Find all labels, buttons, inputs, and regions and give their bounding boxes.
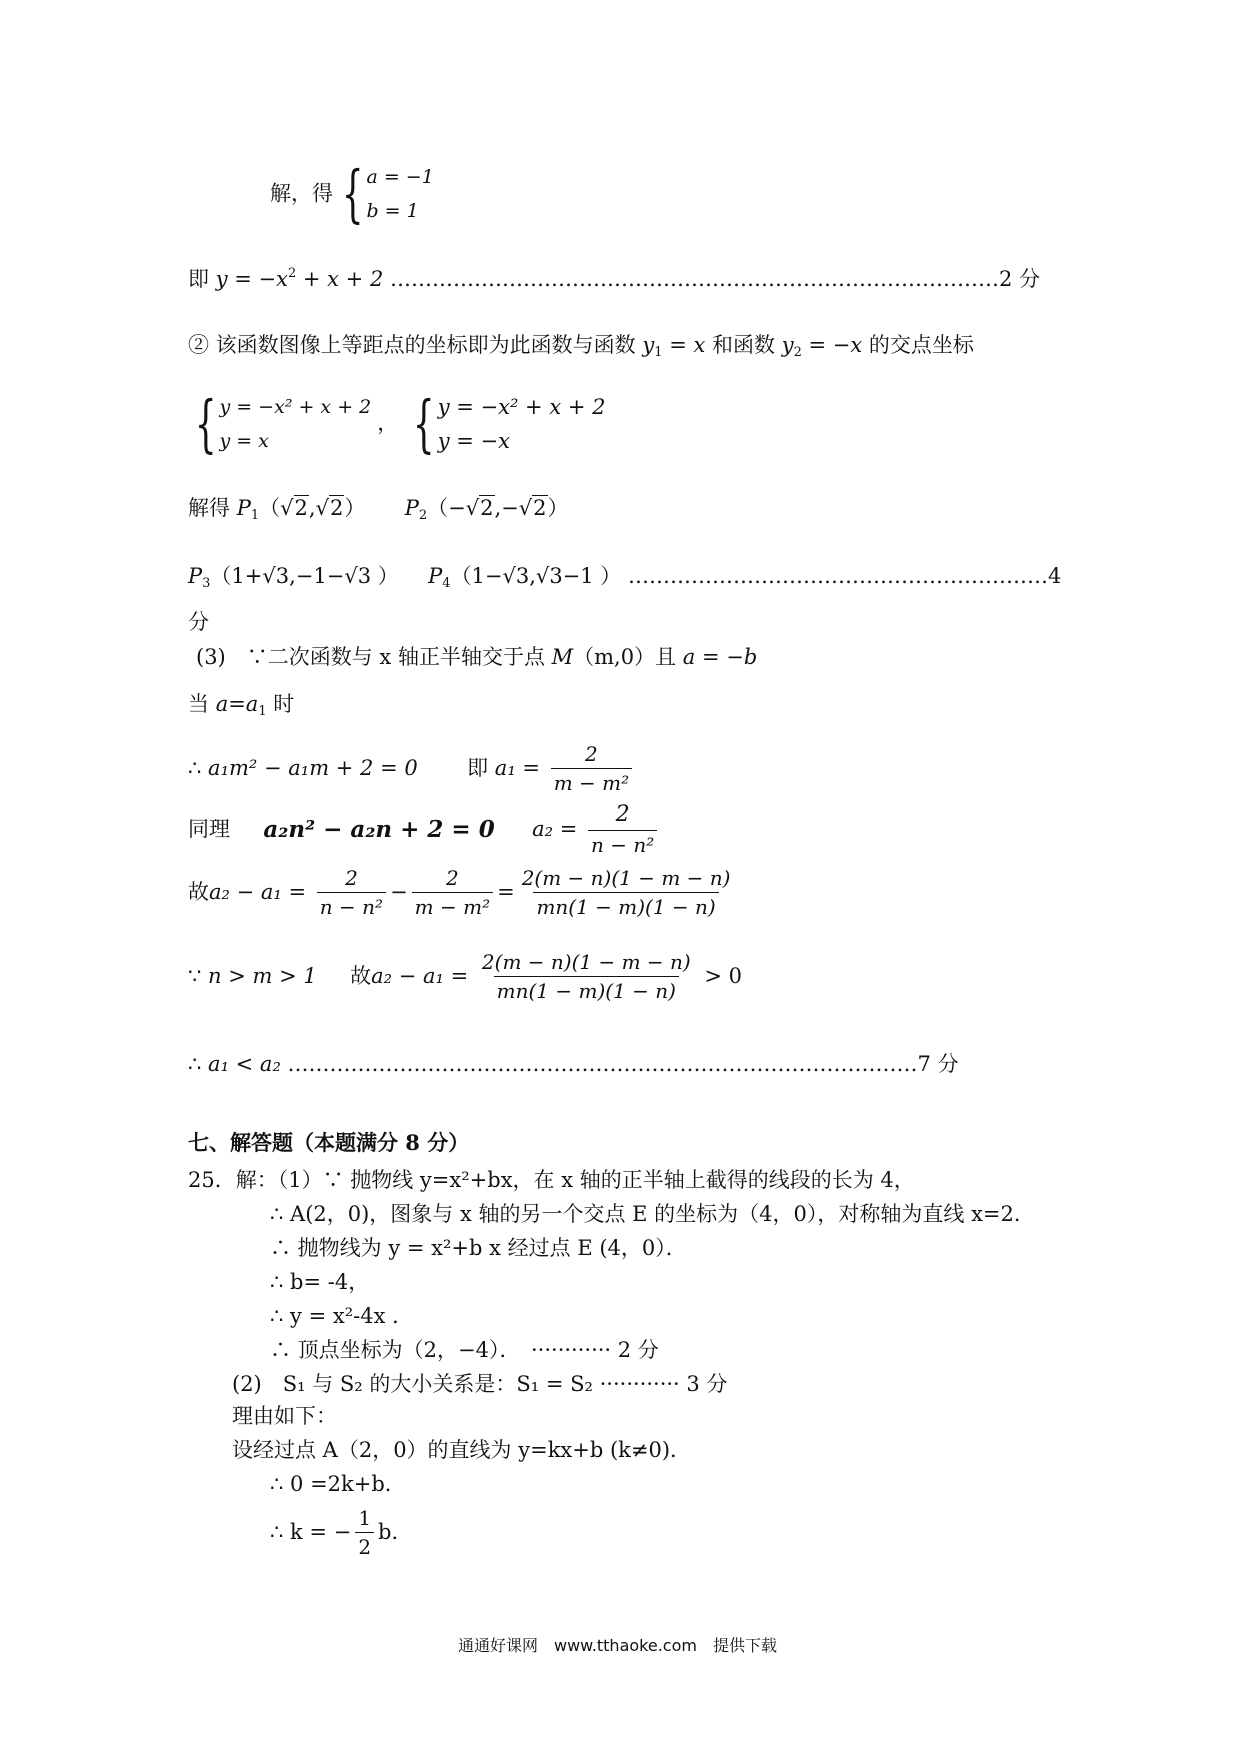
sys1-row2: b = 1	[366, 200, 419, 222]
q25-set: 设经过点 A（2，0）的直线为 y=kx+b (k≠0)．	[232, 1438, 692, 1462]
dang-word: 当	[188, 692, 216, 716]
so1-eq: a₁m² − a₁m + 2 = 0	[208, 755, 418, 780]
tongli-line	[188, 802, 661, 857]
p2-open: （−	[427, 496, 466, 520]
so1-a1: a₁ =	[494, 755, 541, 780]
point-m-value: （m,0）且	[573, 645, 683, 669]
gu-lhs: a₂ − a₁ =	[209, 879, 307, 904]
condition-ab: a = −b	[682, 645, 758, 669]
sys1-row1: a = −1	[366, 166, 434, 188]
sysA-row2: y = x	[219, 430, 269, 452]
part2-text-c: 的交点坐标	[868, 333, 974, 357]
sub-2: 2	[418, 508, 428, 523]
because-sign: ∵	[188, 963, 209, 988]
q25-part2: (2) S₁ 与 S₂ 的大小关系是：S₁ = S₂ ············ 3 分	[232, 1372, 728, 1396]
p4-value: （1−√3,√3−1 ）	[450, 564, 622, 588]
p2-close: ）	[547, 496, 569, 520]
bec-lhs: a₂ − a₁ =	[371, 963, 469, 988]
denominator: m − m²	[551, 768, 632, 795]
y1-symbol: y	[642, 333, 655, 357]
y1-rest: = x	[662, 333, 706, 357]
q25-line6: ∴ 顶点坐标为（2，−4）． ············ 2 分	[270, 1338, 659, 1362]
sup-2: 2	[287, 266, 297, 281]
radical: 2	[533, 496, 547, 520]
fraction	[317, 866, 386, 919]
radical: 2	[294, 496, 308, 520]
radical: 2	[329, 496, 344, 520]
y2-rest: = −x	[801, 333, 863, 357]
step2-lead: ∴ k = −	[270, 1519, 352, 1544]
p12-line: 解得 $P_1(√2,√2)$ $P_2(-√2,-√2)$	[188, 496, 569, 523]
conclusion-line	[188, 1052, 959, 1077]
numerator: 2	[446, 866, 459, 890]
fen-line: 分	[188, 610, 209, 634]
fraction	[355, 1506, 374, 1559]
p2-sep: ,−	[494, 496, 519, 520]
equation-tail: + x + 2	[296, 267, 384, 291]
system-b	[438, 390, 606, 458]
score-dots: ……………………………………………………4	[621, 564, 1062, 588]
tongli-a2: a₂ =	[532, 817, 578, 842]
p1-close: ）	[344, 496, 366, 520]
numerator: 2(m − n)(1 − m − n)	[481, 950, 691, 974]
result-line	[188, 266, 1040, 292]
fraction	[588, 802, 657, 857]
system-a	[219, 390, 371, 458]
gu-word: 故	[188, 879, 209, 904]
fraction	[519, 866, 734, 919]
numerator: 2	[585, 742, 598, 766]
numerator: 2	[615, 802, 630, 827]
numerator: 2	[345, 866, 358, 890]
part2-line	[188, 333, 974, 361]
gu-word: 故	[350, 963, 372, 988]
dang-tail: 时	[266, 692, 295, 716]
sub-1: 1	[258, 704, 267, 719]
p1-label: P	[236, 496, 251, 520]
equation-lead: y = −x	[215, 267, 288, 291]
sub-1: 1	[250, 508, 260, 523]
ji-word: 即	[188, 267, 209, 291]
denominator: mn(1 − m)(1 − n)	[533, 892, 718, 919]
p2-label: P	[404, 496, 419, 520]
denominator: mn(1 − m)(1 − n)	[494, 976, 679, 1003]
denominator: 2	[355, 1532, 374, 1559]
part2-text-b: 和函数	[712, 333, 782, 357]
tongli-eq: a₂n² − a₂n + 2 = 0	[263, 815, 495, 843]
therefore-sign: ∴	[188, 1052, 209, 1076]
p3-label: P	[188, 564, 203, 588]
gu-line	[188, 866, 737, 919]
score-dots: ……………………………………………………………………………2 分	[383, 267, 1041, 291]
brace-icon: {	[413, 387, 435, 460]
p1-sep: ,	[308, 496, 316, 520]
fraction	[479, 950, 694, 1003]
equals-sign: =	[497, 879, 515, 904]
dang-eq: a=a	[215, 692, 259, 716]
q25-line2: ∴ A(2，0)，图象与 x 轴的另一个交点 E 的坐标为（4，0），对称轴为直线 x=2．	[270, 1202, 1035, 1226]
because-line	[188, 950, 742, 1003]
sysB-row1: y = −x² + x + 2	[437, 395, 606, 419]
radical: 2	[480, 496, 494, 520]
sysA-row1: y = −x² + x + 2	[219, 396, 372, 418]
system-ab	[366, 160, 433, 228]
fraction	[412, 866, 493, 919]
q25-line3: ∴ 抛物线为 y = x²+b x 经过点 E (4，0）．	[270, 1236, 687, 1260]
gt-zero: > 0	[704, 963, 743, 988]
when-line	[188, 692, 294, 720]
jiede-word: 解得	[188, 496, 230, 520]
sub-3: 3	[202, 576, 211, 591]
point-m: M	[551, 645, 574, 669]
sysB-row2: y = −x	[437, 429, 510, 453]
concl-eq: a₁ < a₂	[208, 1052, 281, 1076]
so1-line	[188, 742, 636, 795]
sub-2: 2	[793, 345, 802, 360]
part3-line	[196, 645, 757, 670]
fraction	[551, 742, 632, 795]
q25-step1: ∴ 0 =2k+b．	[270, 1472, 406, 1496]
numerator: 2(m − n)(1 − m − n)	[521, 866, 731, 890]
p34-line	[188, 564, 1061, 592]
q25-line5: ∴ y = x²-4x ．	[270, 1304, 414, 1328]
p4-label: P	[428, 564, 443, 588]
brace-icon: {	[194, 387, 217, 460]
comma: ，	[377, 411, 399, 436]
step2-tail: b．	[378, 1519, 413, 1544]
q25-line1: 25．解：（1）∵ 抛物线 y=x²+bx，在 x 轴的正半轴上截得的线段的长为 4，	[188, 1168, 915, 1192]
therefore-sign: ∴	[188, 755, 209, 780]
brace-icon: {	[341, 157, 364, 230]
solve-word: 解，得	[270, 181, 333, 206]
section-heading: 七、解答题（本题满分 8 分）	[188, 1130, 470, 1155]
bec-cond: n > m > 1	[208, 963, 317, 988]
p3-value: （1+√3,−1−√3 ）	[210, 564, 399, 588]
part2-text-a: ② 该函数图像上等距点的坐标即为此函数与函数	[188, 333, 643, 357]
tongli-word: 同理	[188, 817, 230, 842]
q25-reason: 理由如下：	[232, 1404, 337, 1428]
denominator: n − n²	[588, 830, 657, 857]
minus-sign: −	[390, 879, 408, 904]
y2-symbol: y	[781, 333, 794, 357]
denominator: m − m²	[412, 892, 493, 919]
q25-step2	[270, 1506, 413, 1559]
numerator: 1	[358, 1506, 372, 1530]
solve-line	[270, 157, 434, 230]
sub-4: 4	[442, 576, 451, 591]
denominator: n − n²	[317, 892, 386, 919]
p1-open: （	[259, 496, 281, 520]
footer: 通通好课网 www.tthaoke.com 提供下载	[458, 1636, 777, 1655]
sub-1: 1	[654, 345, 663, 360]
systems-line	[186, 387, 606, 460]
q25-line4: ∴ b= -4，	[270, 1270, 370, 1294]
ji-word: 即	[467, 755, 489, 780]
part3-text: (3) ∵二次函数与 x 轴正半轴交于点	[196, 645, 552, 669]
score-dots: ………………………………………………………………………………7 分	[280, 1052, 959, 1076]
